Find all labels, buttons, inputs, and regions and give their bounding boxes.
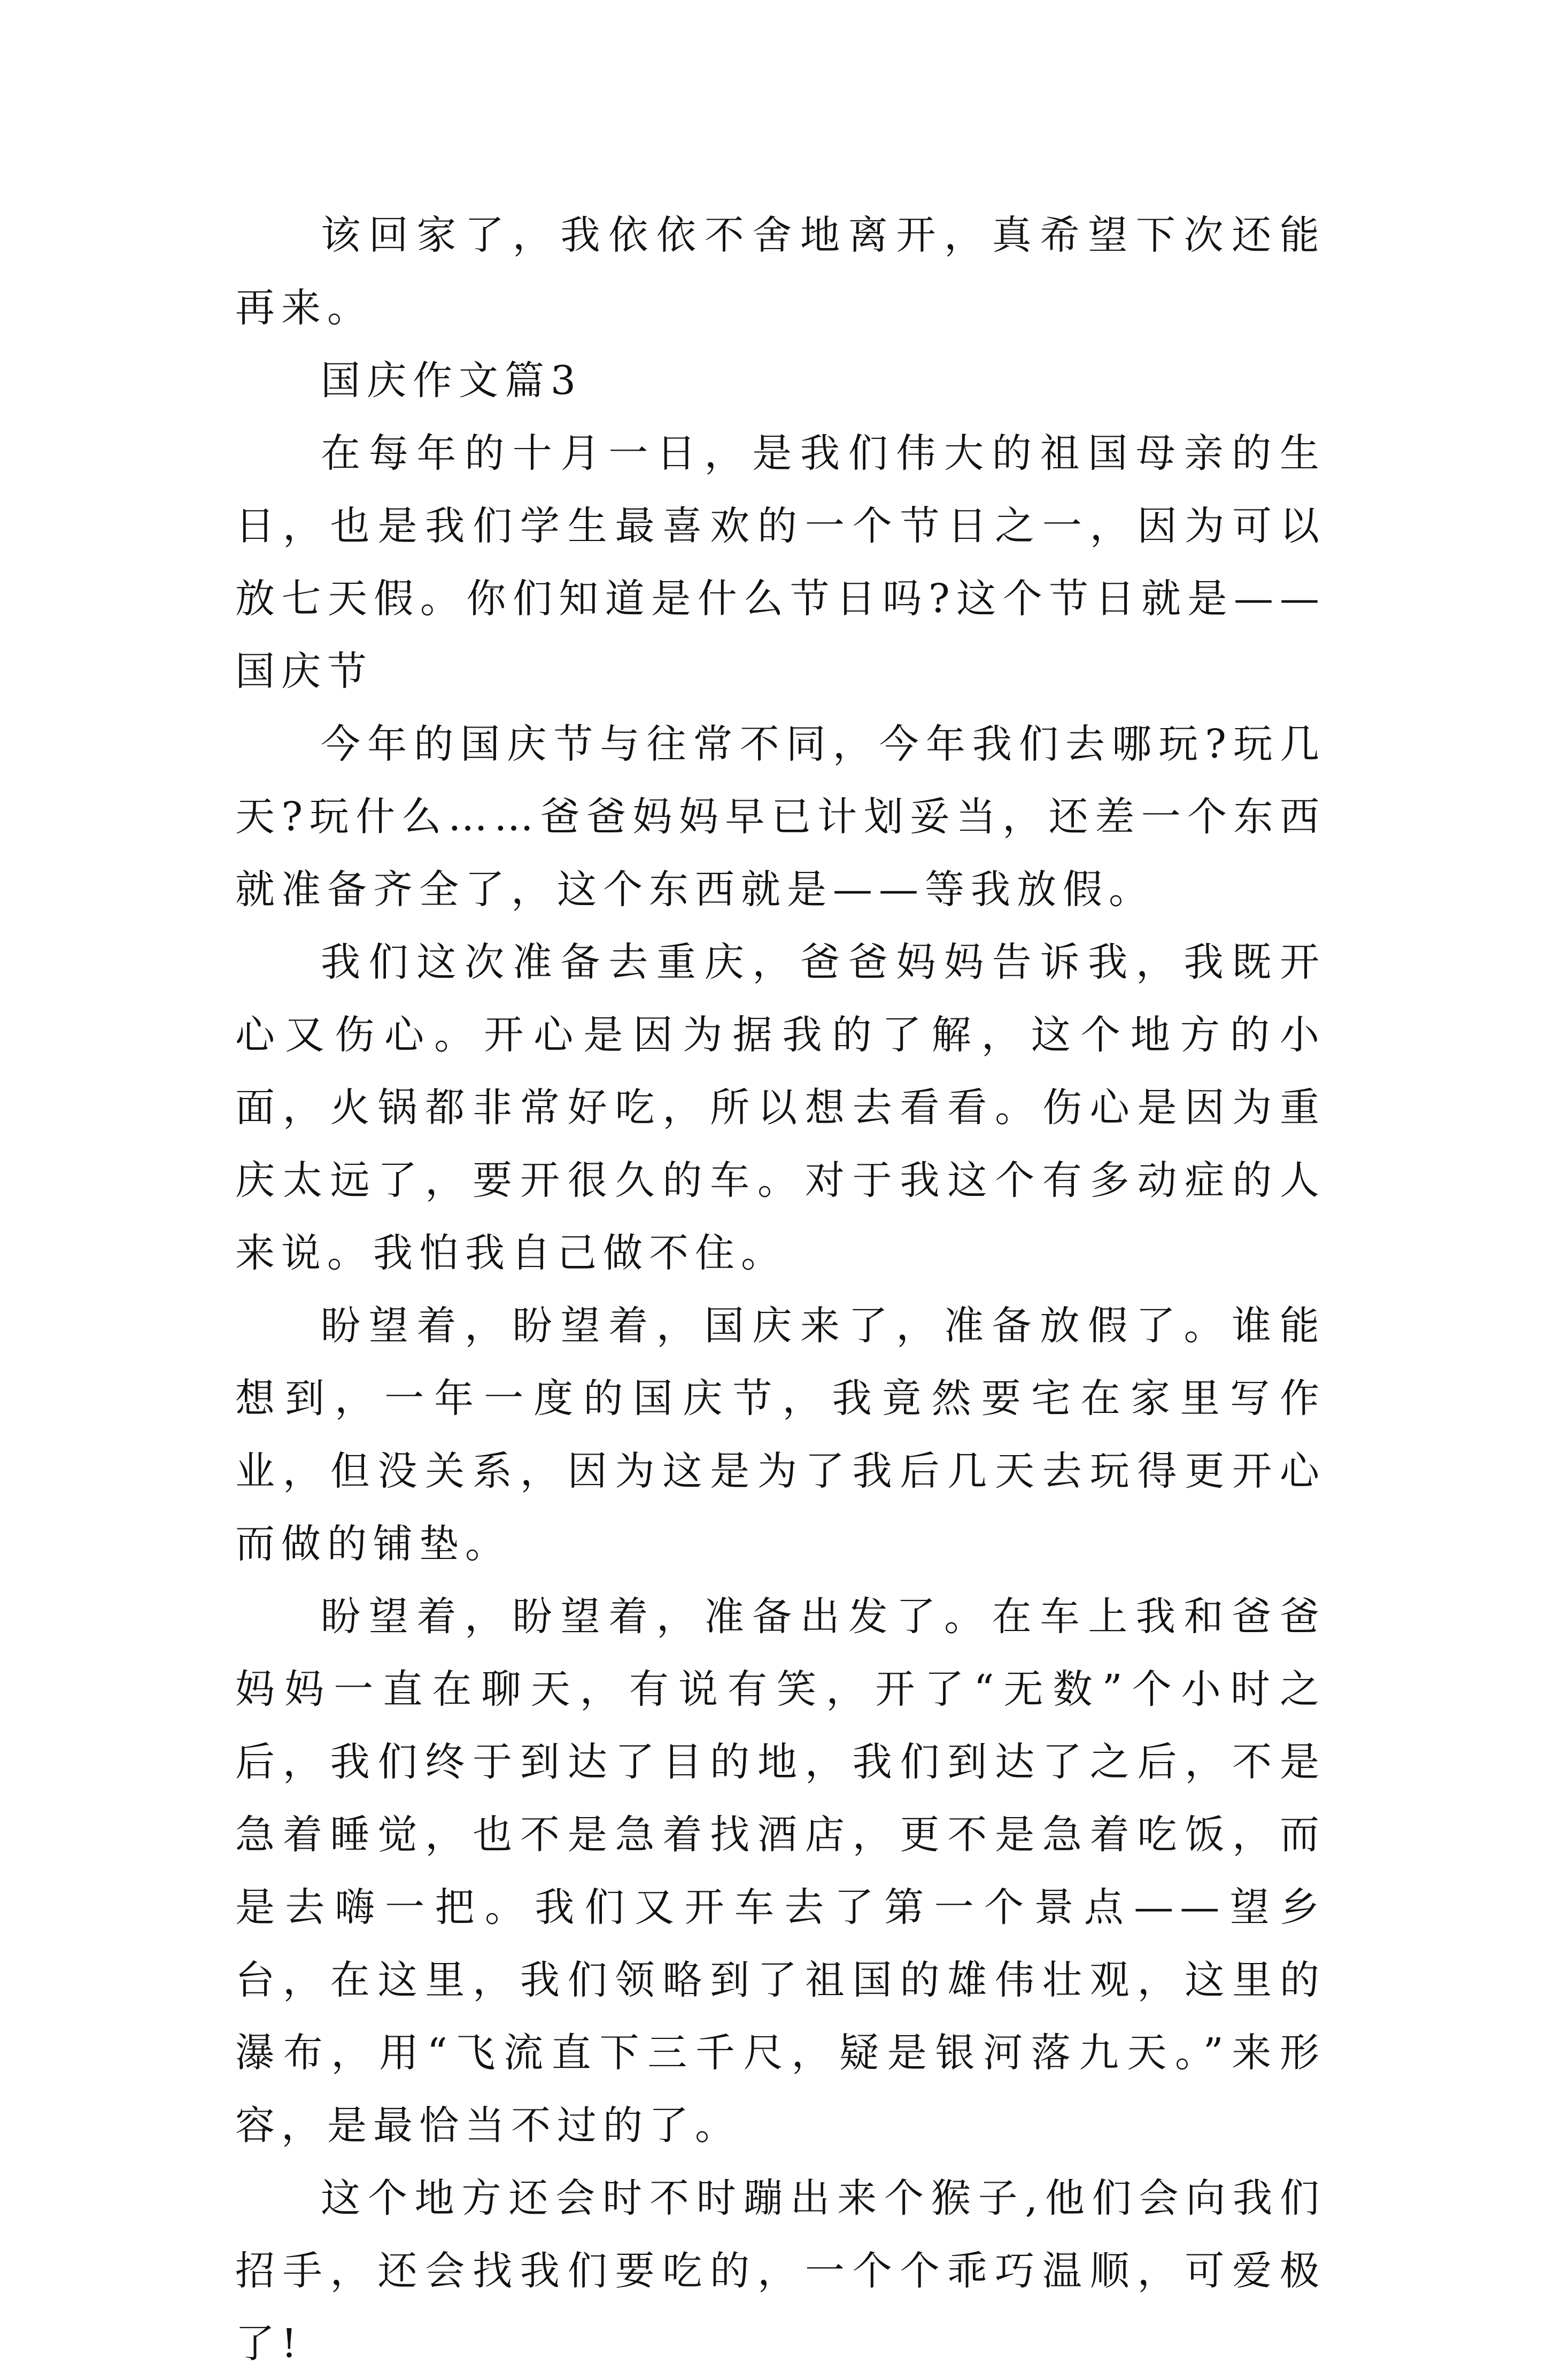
- paragraph-plan: 今年的国庆节与往常不同，今年我们去哪玩?玩几天?玩什么……爸爸妈妈早已计划妥当，还差一个东西就准备齐全了，这个东西就是——等我放假。: [235, 721, 1326, 913]
- section-heading: 国庆作文篇3: [321, 358, 583, 404]
- paragraph-waiting: 盼望着，盼望着，国庆来了，准备放假了。谁能想到，一年一度的国庆节，我竟然要宅在家里写作业，但没关系，因为这是为了我后几天去玩得更开心而做的铺垫。: [235, 1303, 1326, 1567]
- paragraph-intro: 在每年的十月一日，是我们伟大的祖国母亲的生日，也是我们学生最喜欢的一个节日之一，因为可以放七天假。你们知道是什么节日吗?这个节日就是——国庆节: [235, 430, 1326, 694]
- paragraph-journey: 盼望着，盼望着，准备出发了。在车上我和爸爸妈妈一直在聊天，有说有笑，开了“无数”个小时之后，我们终于到达了目的地，我们到达了之后，不是急着睡觉，也不是急着找酒店，更不是急着吃饭，而是去嗨一把。我们又开车去了第一个景点——望乡台，在这里，我们领略到了祖国的雄伟壮观，这里的瀑布，用“飞流直下三千尺，疑是银河落九天。”来形容，是最恰当不过的了。: [235, 1594, 1326, 2149]
- paragraph-chongqing: 我们这次准备去重庆，爸爸妈妈告诉我，我既开心又伤心。开心是因为据我的了解，这个地方的小面，火锅都非常好吃，所以想去看看。伤心是因为重庆太远了，要开很久的车。对于我这个有多动症的人来说。我怕我自己做不住。: [235, 939, 1326, 1276]
- paragraph-monkeys: 这个地方还会时不时蹦出来个猴子,他们会向我们招手，还会找我们要吃的，一个个乖巧温顺，可爱极了!: [235, 2175, 1326, 2367]
- paragraph-closing: 该回家了，我依依不舍地离开，真希望下次还能再来。: [235, 212, 1326, 331]
- document-body: [235, 199, 1326, 2380]
